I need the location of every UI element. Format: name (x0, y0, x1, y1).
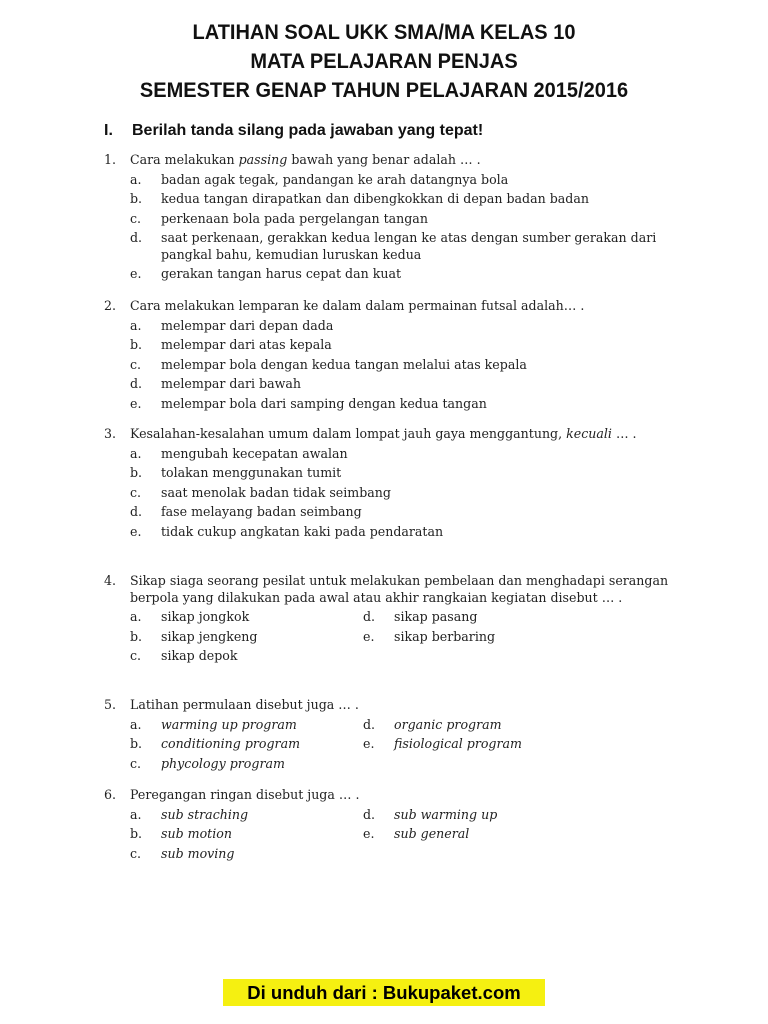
question-number: 3. (104, 426, 117, 441)
question-text: Sikap siaga seorang pesilat untuk melakukan pembelaan dan menghadapi serangan berpola yang dilakukan pada awal atau akhir rangkaian kegiatan disebut … . (130, 573, 669, 605)
header-title-line-1: LATIHAN SOAL UKK SMA/MA KELAS 10 (192, 20, 576, 44)
option-letter: e. (363, 736, 375, 751)
question-number: 1. (104, 152, 117, 167)
option-e[interactable] (130, 524, 674, 541)
option-d[interactable] (130, 230, 674, 263)
option-text: sikap jengkeng (161, 628, 258, 644)
section-instruction: Berilah tanda silang pada jawaban yang tepat! (132, 122, 484, 139)
option-letter: e. (130, 395, 142, 411)
header-title-line-2: MATA PELAJARAN PENJAS (250, 49, 518, 73)
option-text: tidak cukup angkatan kaki pada pendaratan (161, 523, 444, 539)
option-c[interactable] (130, 756, 363, 773)
question-4 (104, 573, 674, 668)
option-text: badan agak tegak, pandangan ke arah datangnya bola (161, 171, 509, 187)
question-text: bawah yang benar adalah … . (287, 152, 481, 167)
option-letter: d. (363, 609, 376, 624)
question-stem (104, 152, 674, 169)
question-number: 2. (104, 298, 117, 313)
option-letter: a. (130, 171, 142, 187)
option-letter: b. (130, 826, 143, 841)
question-3 (104, 426, 674, 543)
option-text: melempar dari bawah (161, 376, 302, 391)
option-list (104, 446, 674, 541)
question-text: Cara melakukan (130, 152, 239, 167)
option-letter: a. (130, 716, 142, 732)
option-letter: a. (130, 317, 142, 333)
option-text: sikap depok (161, 648, 238, 663)
option-c[interactable] (130, 846, 363, 863)
option-d[interactable] (130, 376, 674, 393)
question-5 (104, 697, 674, 775)
option-text: fisiological program (394, 736, 522, 751)
section-heading (104, 122, 483, 140)
option-a[interactable] (130, 446, 674, 463)
option-b[interactable] (130, 736, 363, 753)
option-text: organic program (394, 716, 502, 732)
option-list (104, 717, 674, 776)
option-text: saat menolak badan tidak seimbang (161, 484, 391, 500)
question-text: … . (611, 426, 637, 441)
question-text-italic: kecuali (566, 426, 612, 441)
option-letter: e. (130, 266, 142, 281)
option-b[interactable] (130, 465, 674, 482)
option-text: melempar dari atas kepala (161, 337, 332, 352)
option-a[interactable] (130, 318, 674, 335)
question-text-italic: passing (238, 152, 288, 167)
question-text: Cara melakukan lemparan ke dalam dalam permainan futsal adalah… . (130, 298, 585, 313)
option-letter: b. (130, 337, 143, 352)
document-header (0, 18, 768, 105)
option-b[interactable] (130, 191, 674, 208)
option-list (104, 609, 674, 668)
option-letter: c. (130, 210, 142, 226)
option-text: tolakan menggunakan tumit (161, 465, 342, 480)
option-a[interactable] (130, 609, 363, 626)
question-number: 4. (104, 573, 117, 588)
question-number: 6. (104, 787, 117, 802)
question-2 (104, 298, 674, 415)
question-text: Kesalahan-kesalahan umum dalam lompat jauh gaya menggantung, (130, 426, 567, 441)
option-letter: b. (130, 465, 143, 480)
option-d[interactable] (130, 504, 674, 521)
option-e[interactable] (130, 396, 674, 413)
option-e[interactable] (363, 629, 674, 646)
option-list (104, 172, 674, 283)
option-letter: d. (363, 716, 376, 732)
option-text: fase melayang badan seimbang (161, 504, 362, 519)
option-c[interactable] (130, 485, 674, 502)
option-letter: d. (130, 230, 143, 245)
option-letter: a. (130, 609, 142, 624)
option-text: phycology program (161, 755, 285, 771)
option-a[interactable] (130, 172, 674, 189)
option-text: sub warming up (394, 806, 498, 822)
option-d[interactable] (363, 609, 674, 626)
option-letter: d. (130, 504, 143, 519)
option-text: melempar bola dari samping dengan kedua tangan (161, 395, 487, 411)
option-d[interactable] (363, 807, 674, 824)
option-a[interactable] (130, 717, 363, 734)
option-letter: c. (130, 484, 142, 500)
option-text: sub moving (161, 845, 235, 861)
option-letter: a. (130, 806, 142, 822)
option-d[interactable] (363, 717, 674, 734)
option-e[interactable] (363, 826, 674, 843)
option-e[interactable] (363, 736, 674, 753)
option-letter: e. (363, 628, 375, 644)
question-stem (104, 298, 674, 315)
option-text: melempar bola dengan kedua tangan melalui atas kepala (161, 356, 527, 372)
option-list (104, 318, 674, 413)
option-letter: b. (130, 191, 143, 206)
source-footer-banner: Di unduh dari : Bukupaket.com (223, 979, 545, 1006)
option-b[interactable] (130, 826, 363, 843)
option-b[interactable] (130, 337, 674, 354)
section-number: I. (104, 122, 113, 139)
option-text: sikap pasang (394, 609, 478, 624)
option-text: warming up program (161, 716, 297, 732)
question-text: Peregangan ringan disebut juga … . (130, 787, 360, 802)
option-c[interactable] (130, 648, 363, 665)
option-text: gerakan tangan harus cepat dan kuat (161, 266, 402, 281)
option-letter: d. (130, 376, 143, 391)
option-c[interactable] (130, 211, 674, 228)
option-b[interactable] (130, 629, 363, 646)
option-text: sikap jongkok (161, 609, 250, 624)
option-letter: c. (130, 648, 142, 663)
header-title-line-3: SEMESTER GENAP TAHUN PELAJARAN 2015/2016 (139, 78, 629, 102)
question-text: Latihan permulaan disebut juga … . (130, 697, 359, 712)
option-text: perkenaan bola pada pergelangan tangan (161, 210, 428, 226)
option-text: saat perkenaan, gerakkan kedua lengan ke atas dengan sumber gerakan dari pangkal bahu, kemudian luruskan kedua (161, 230, 657, 262)
option-c[interactable] (130, 357, 674, 374)
option-list (104, 807, 674, 866)
option-text: sub straching (161, 806, 249, 822)
option-e[interactable] (130, 266, 674, 283)
option-letter: c. (130, 755, 142, 771)
option-letter: b. (130, 628, 143, 644)
option-letter: b. (130, 736, 143, 751)
option-letter: c. (130, 356, 142, 372)
question-stem (104, 787, 674, 804)
option-text: melempar dari depan dada (161, 317, 334, 333)
question-1 (104, 152, 674, 286)
question-number: 5. (104, 697, 117, 712)
option-letter: a. (130, 445, 142, 461)
option-text: kedua tangan dirapatkan dan dibengkokkan di depan badan badan (161, 191, 589, 206)
option-text: mengubah kecepatan awalan (161, 445, 348, 461)
option-letter: c. (130, 845, 142, 861)
question-stem (104, 573, 674, 606)
option-text: sub general (394, 826, 470, 841)
question-stem (104, 426, 674, 443)
question-stem (104, 697, 674, 714)
option-text: conditioning program (161, 736, 301, 751)
option-letter: e. (363, 826, 375, 841)
option-letter: e. (130, 523, 142, 539)
option-a[interactable] (130, 807, 363, 824)
option-letter: d. (363, 806, 376, 822)
option-text: sikap berbaring (394, 628, 496, 644)
option-text: sub motion (161, 826, 232, 841)
question-6 (104, 787, 674, 865)
